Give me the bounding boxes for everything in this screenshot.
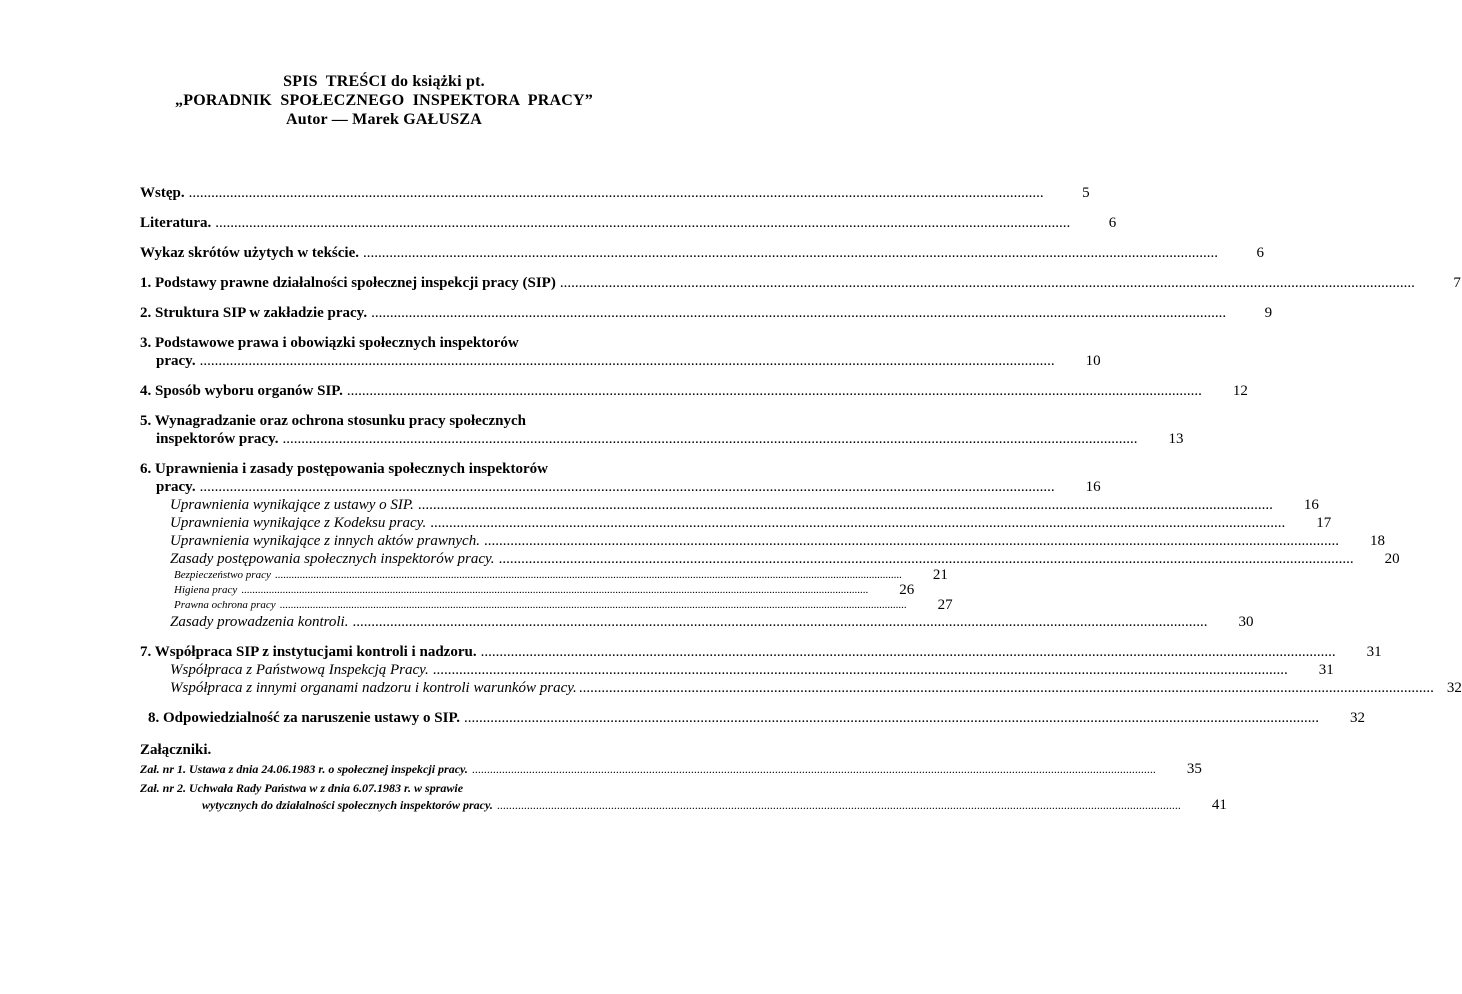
toc-subsubentry-label: Prawna ochrona pracy (174, 599, 276, 611)
dot-leader (189, 184, 1044, 202)
toc-page-number: 18 (1369, 533, 1385, 549)
dot-leader (371, 304, 1226, 322)
toc-entry-label: Literatura. (140, 215, 212, 231)
toc-page-number: 31 (1366, 644, 1382, 660)
attachments-title: Załączniki. (140, 742, 212, 758)
dot-leader (433, 661, 1288, 679)
dot-leader (363, 244, 1218, 262)
toc-page-number: 26 (899, 582, 915, 598)
dot-leader (280, 598, 907, 613)
toc-subentry-label: Zasady postępowania społecznych inspektorów pracy. (170, 551, 495, 567)
dot-leader (200, 352, 1055, 370)
dot-leader (215, 214, 1070, 232)
toc-page-number: 17 (1316, 515, 1332, 531)
dot-leader (347, 382, 1202, 400)
toc-entry-label-line-1: 6. Uprawnienia i zasady postępowania społecznych inspektorów (140, 461, 548, 477)
dot-leader (499, 550, 1354, 568)
document-header (0, 72, 768, 129)
dot-leader (484, 532, 1339, 550)
dot-leader (464, 709, 1319, 727)
toc-subentry[interactable] (140, 496, 1319, 514)
dot-leader (430, 514, 1285, 532)
toc-subentry[interactable] (140, 532, 1385, 550)
dot-leader (241, 583, 868, 598)
toc-subentry-label: Uprawnienia wynikające z Kodeksu pracy. (170, 515, 427, 531)
toc-subentry-label: Uprawnienia wynikające z innych aktów prawnych. (170, 533, 480, 549)
toc-entry-label-line-2: pracy. (156, 479, 196, 495)
toc-entry-chapter-5[interactable] (140, 412, 1184, 448)
toc-subentry[interactable] (140, 679, 1462, 697)
dot-leader (275, 568, 902, 583)
header-line-2: „PORADNIK SPOŁECZNEGO INSPEKTORA PRACY” (175, 92, 593, 109)
toc-page-number: 13 (1168, 431, 1184, 447)
attachment-2[interactable] (140, 780, 1227, 814)
toc-entry-label-line-1: 5. Wynagradzanie oraz ochrona stosunku pracy społecznych (140, 413, 526, 429)
toc-entry-label: 4. Sposób wyboru organów SIP. (140, 383, 343, 399)
toc-subentry[interactable] (140, 613, 1254, 631)
dot-leader (497, 797, 1181, 814)
toc-entry-chapter-2[interactable] (140, 304, 1273, 322)
toc-page-number: 30 (1238, 614, 1254, 630)
dot-leader (352, 613, 1207, 631)
toc-subentry[interactable] (140, 661, 1334, 679)
toc-subentry[interactable] (140, 514, 1332, 532)
toc-subentry-label: Uprawnienia wynikające z ustawy o SIP. (170, 497, 414, 513)
toc-entry-skroty[interactable] (140, 244, 1265, 262)
toc-entry-chapter-4[interactable] (140, 382, 1248, 400)
dot-leader (579, 679, 1434, 697)
toc-entry-label: Wykaz skrótów użytych w tekście. (140, 245, 360, 261)
toc-entry-label-line-2: inspektorów pracy. (156, 431, 279, 447)
toc-entry-label: 1. Podstawy prawne działalności społecznej inspekcji pracy (SIP) (140, 275, 556, 291)
attachments-section (140, 741, 1227, 814)
dot-leader (481, 643, 1336, 661)
toc-page-number: 31 (1318, 662, 1334, 678)
toc-page-number: 16 (1303, 497, 1319, 513)
toc-subentry-label: Zasady prowadzenia kontroli. (170, 614, 349, 630)
toc-subsubentry-label: Higiena pracy (174, 584, 238, 596)
toc-page-number: 35 (1186, 761, 1202, 777)
dot-leader (200, 478, 1055, 496)
toc-entry-chapter-1[interactable] (140, 274, 1461, 292)
toc-entry-chapter-6[interactable] (140, 460, 1400, 631)
toc-page-number: 6 (1108, 215, 1117, 231)
attachment-label: Zał. nr 1. Ustawa z dnia 24.06.1983 r. o społecznej inspekcji pracy. (140, 762, 468, 776)
dot-leader (418, 496, 1273, 514)
toc-subentry[interactable] (140, 550, 1400, 568)
toc-page-number: 10 (1085, 353, 1101, 369)
header-line-3: Autor — Marek GAŁUSZA (285, 111, 483, 128)
toc-entry-wstep[interactable] (140, 184, 1090, 202)
toc-subsubentry[interactable] (140, 582, 915, 598)
toc-entry-label: Wstęp. (140, 185, 185, 201)
toc-entry-chapter-3[interactable] (140, 334, 1101, 370)
toc-entry-label: 8. Odpowiedzialność za naruszenie ustawy o SIP. (148, 710, 460, 726)
toc-page-number: 5 (1082, 185, 1090, 201)
toc-page-number: 32 (1349, 710, 1365, 726)
toc-subsubentry[interactable] (140, 597, 953, 613)
toc-page-number: 12 (1232, 383, 1248, 399)
toc-page-number: 32 (1446, 680, 1462, 696)
toc-page-number: 6 (1256, 245, 1265, 261)
toc-subsubentry[interactable] (140, 567, 948, 583)
attachment-label-line-2: wytycznych do działalności społecznych inspektorów pracy. (202, 798, 493, 812)
toc-subentry-label: Współpraca z Państwową Inspekcją Pracy. (170, 662, 429, 678)
toc-entry-chapter-7[interactable] (140, 643, 1462, 697)
attachment-label-line-1: Zał. nr 2. Uchwała Rady Państwa w z dnia 6.07.1983 r. w sprawie (140, 781, 464, 795)
toc-page-number: 27 (937, 597, 953, 613)
toc-entry-label: 2. Struktura SIP w zakładzie pracy. (140, 305, 368, 321)
dot-leader (472, 761, 1156, 778)
toc-entry-literatura[interactable] (140, 214, 1117, 232)
header-line-1: SPIS TREŚCI do książki pt. (283, 73, 485, 90)
toc-page-number: 7 (1453, 275, 1461, 291)
toc-page-number: 9 (1264, 305, 1273, 321)
toc-page-number: 20 (1384, 551, 1400, 567)
toc-entry-label-line-2: pracy. (156, 353, 196, 369)
toc-entry-label: 7. Współpraca SIP z instytucjami kontroli i nadzoru. (140, 644, 477, 660)
toc-page-number: 16 (1085, 479, 1101, 495)
toc-subentry-label: Współpraca z innymi organami nadzoru i kontroli warunków pracy. (170, 680, 577, 696)
dot-leader (560, 274, 1415, 292)
toc-page-number: 41 (1211, 797, 1227, 813)
dot-leader (283, 430, 1138, 448)
toc-subsubentry-label: Bezpieczeństwo pracy (174, 569, 271, 581)
toc-entry-chapter-8[interactable] (140, 709, 1365, 727)
toc-entry-label-line-1: 3. Podstawowe prawa i obowiązki społecznych inspektorów (140, 335, 519, 351)
toc-page-number: 21 (932, 567, 948, 583)
attachment-1[interactable] (140, 761, 1202, 778)
table-of-contents (140, 184, 1462, 814)
